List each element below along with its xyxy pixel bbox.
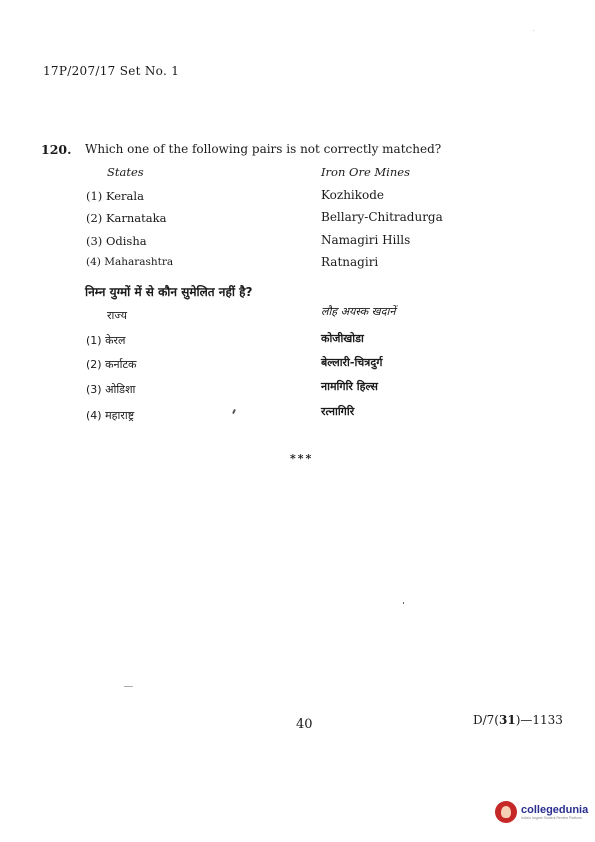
collegedunia-watermark [495,801,588,823]
footer-code-prefix: D/7( [473,713,499,727]
column-header-states-hindi: राज्य [107,309,128,322]
option-2-state-hindi: (2) कर्नाटक [86,358,137,371]
option-3-mine-hindi: नामगिरि हिल्स [321,380,378,393]
page-number: 40 [296,717,313,732]
option-1-mine: Kozhikode [321,188,385,202]
option-2-state: (2) Karnataka [86,211,167,225]
footer-code-bold: 31 [498,713,516,727]
scan-speck [232,409,236,414]
end-of-paper-mark: *** [290,452,314,465]
scan-speck [403,602,404,604]
footer-code [473,713,563,727]
watermark-name: collegedunia [521,804,589,816]
option-4-mine-hindi: रत्नागिरि [321,405,355,418]
watermark-tagline: India's largest Student Review Platform [521,816,582,820]
option-3-mine: Namagiri Hills [321,233,411,247]
question-text: Which one of the following pairs is not correctly matched? [85,142,442,156]
option-3-state: (3) Odisha [86,234,147,248]
column-header-mines-hindi: लौह अयस्क खदानें [321,305,396,318]
option-3-state-hindi: (3) ओडिशा [86,383,136,396]
option-4-mine: Ratnagiri [321,255,379,269]
option-1-state-hindi: (1) केरल [86,334,126,347]
option-2-mine: Bellary-Chitradurga [321,210,443,224]
paper-code: 17P/207/17 Set No. 1 [43,64,180,78]
question-number: 120. [41,142,72,157]
watermark-text [521,804,588,820]
footer-code-suffix: )—1133 [515,713,563,727]
scan-speck [533,30,534,31]
option-4-state-hindi: (4) महाराष्ट्र [86,409,135,422]
option-4-state: (4) Maharashtra [86,256,174,268]
option-1-mine-hindi: कोजीखोडा [321,332,364,345]
option-2-mine-hindi: बेल्लारी-चित्रदुर्ग [321,356,383,369]
option-1-state: (1) Kerala [86,189,144,203]
question-text-hindi: निम्न युग्मों में से कौन सुमेलित नहीं है? [85,285,253,299]
column-header-states: States [107,165,144,179]
column-header-iron-ore-mines: Iron Ore Mines [321,165,410,179]
scan-speck [124,686,133,687]
collegedunia-logo-icon [495,801,517,823]
